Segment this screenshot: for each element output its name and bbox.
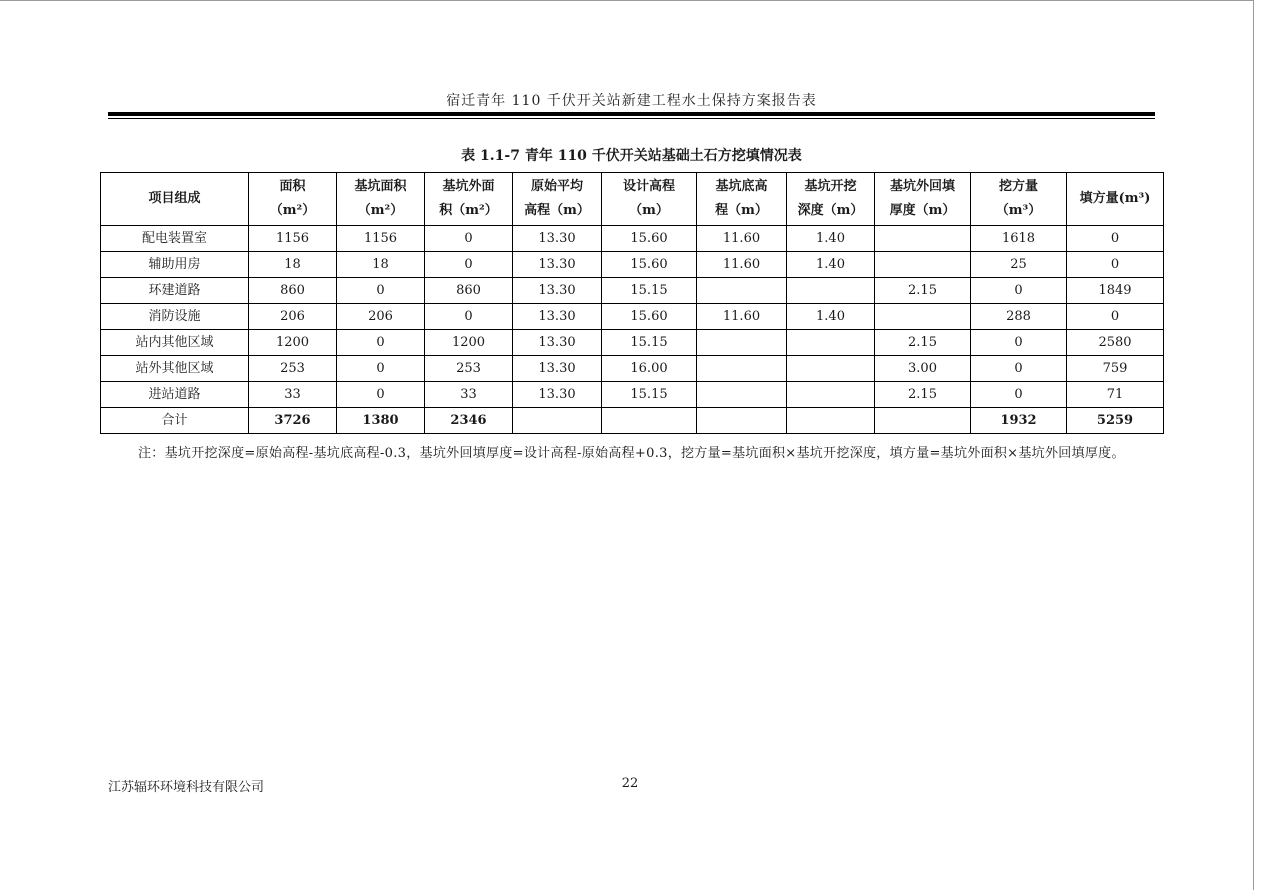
table-cell: 759	[1067, 356, 1164, 382]
table-cell: 0	[337, 382, 425, 408]
total-cell	[787, 408, 875, 434]
table-cell: 11.60	[697, 304, 787, 330]
total-cell	[697, 408, 787, 434]
column-header-line: 基坑底高	[715, 179, 768, 194]
table-cell: 1.40	[787, 304, 875, 330]
table-cell: 13.30	[513, 304, 602, 330]
column-header-line: 填方量(m³)	[1079, 191, 1151, 206]
table-cell: 860	[425, 278, 513, 304]
column-header-unit: 厚度（m）	[889, 203, 956, 218]
table-cell: 0	[337, 356, 425, 382]
column-header	[337, 173, 425, 226]
earthwork-table	[100, 172, 1164, 434]
table-cell	[875, 252, 971, 278]
table-cell: 2.15	[875, 278, 971, 304]
table-cell: 0	[971, 356, 1067, 382]
table-cell: 206	[249, 304, 337, 330]
table-cell: 18	[337, 252, 425, 278]
total-cell: 2346	[425, 408, 513, 434]
total-label-cell: 合计	[101, 408, 249, 434]
table-cell: 16.00	[602, 356, 697, 382]
table-cell: 253	[425, 356, 513, 382]
table-cell	[875, 304, 971, 330]
column-header	[513, 173, 602, 226]
column-header-unit: （m）	[629, 203, 669, 218]
table-cell	[787, 330, 875, 356]
table-cell: 25	[971, 252, 1067, 278]
row-label-cell: 进站道路	[101, 382, 249, 408]
table-cell: 0	[425, 304, 513, 330]
table-cell: 0	[425, 226, 513, 252]
table-row	[101, 252, 1164, 278]
total-cell: 3726	[249, 408, 337, 434]
row-label-cell: 站内其他区域	[101, 330, 249, 356]
table-cell	[875, 226, 971, 252]
column-header	[697, 173, 787, 226]
column-header	[602, 173, 697, 226]
table-cell	[697, 356, 787, 382]
table-cell: 15.15	[602, 382, 697, 408]
column-header	[425, 173, 513, 226]
table-row	[101, 278, 1164, 304]
column-header-unit: 程（m）	[715, 203, 768, 218]
table-cell: 71	[1067, 382, 1164, 408]
table-cell: 13.30	[513, 356, 602, 382]
table-cell	[787, 278, 875, 304]
table-cell: 13.30	[513, 252, 602, 278]
table-row	[101, 382, 1164, 408]
row-label-cell: 辅助用房	[101, 252, 249, 278]
table-row	[101, 304, 1164, 330]
table-cell: 1.40	[787, 252, 875, 278]
table-cell	[697, 278, 787, 304]
table-cell	[787, 356, 875, 382]
table-cell: 860	[249, 278, 337, 304]
table-total-row	[101, 408, 1164, 434]
table-cell: 0	[337, 278, 425, 304]
table-cell: 11.60	[697, 226, 787, 252]
table-note: 注：基坑开挖深度=原始高程-基坑底高程-0.3，基坑外回填厚度=设计高程-原始高程+0.3，挖方量=基坑面积×基坑开挖深度，填方量=基坑外面积×基坑外回填厚度。	[138, 446, 1125, 461]
page-number: 22	[621, 776, 639, 791]
table-cell: 0	[337, 330, 425, 356]
total-cell	[513, 408, 602, 434]
table-cell: 33	[249, 382, 337, 408]
table-cell: 1156	[249, 226, 337, 252]
column-header-line: 原始平均	[530, 179, 583, 194]
table-cell: 1200	[249, 330, 337, 356]
table-cell	[697, 330, 787, 356]
table-cell: 1618	[971, 226, 1067, 252]
column-header-line: 设计高程	[622, 179, 675, 194]
page-header-title: 宿迁青年 110 千伏开关站新建工程水土保持方案报告表	[446, 93, 817, 109]
table-cell: 33	[425, 382, 513, 408]
header-rule-thick	[108, 112, 1155, 116]
total-cell: 1932	[971, 408, 1067, 434]
table-cell: 15.60	[602, 226, 697, 252]
table-cell: 15.60	[602, 252, 697, 278]
total-cell: 1380	[337, 408, 425, 434]
table-body	[101, 226, 1164, 408]
table-cell: 0	[971, 382, 1067, 408]
table-cell: 15.15	[602, 330, 697, 356]
row-label-cell: 站外其他区域	[101, 356, 249, 382]
table-cell: 1200	[425, 330, 513, 356]
table-cell: 2.15	[875, 382, 971, 408]
table-row	[101, 330, 1164, 356]
column-header	[101, 173, 249, 226]
column-header-line: 基坑面积	[354, 179, 407, 194]
table-cell: 18	[249, 252, 337, 278]
column-header-unit: （m²）	[269, 203, 316, 218]
total-cell	[875, 408, 971, 434]
table-cell: 288	[971, 304, 1067, 330]
table-cell: 1.40	[787, 226, 875, 252]
column-header-line: 基坑外面	[442, 179, 495, 194]
row-label-cell: 环建道路	[101, 278, 249, 304]
table-cell: 0	[1067, 304, 1164, 330]
table-cell: 0	[971, 278, 1067, 304]
table-cell: 13.30	[513, 278, 602, 304]
table-cell: 11.60	[697, 252, 787, 278]
column-header-line: 项目组成	[148, 191, 201, 206]
total-cell	[602, 408, 697, 434]
header-rule-thin	[108, 118, 1155, 119]
table-cell: 13.30	[513, 226, 602, 252]
column-header-unit: （m²）	[357, 203, 404, 218]
table-cell	[697, 382, 787, 408]
column-header	[1067, 173, 1164, 226]
row-label-cell: 消防设施	[101, 304, 249, 330]
table-cell: 0	[425, 252, 513, 278]
table-cell: 2.15	[875, 330, 971, 356]
table-header-row	[101, 173, 1164, 226]
table-cell: 253	[249, 356, 337, 382]
table-cell: 15.60	[602, 304, 697, 330]
table-cell: 3.00	[875, 356, 971, 382]
total-cell: 5259	[1067, 408, 1164, 434]
table-caption: 表 1.1-7 青年 110 千伏开关站基础土石方挖填情况表	[461, 148, 802, 164]
table-row	[101, 356, 1164, 382]
row-label-cell: 配电装置室	[101, 226, 249, 252]
column-header-unit: （m³）	[995, 203, 1042, 218]
column-header-line: 面积	[279, 179, 306, 194]
table-cell: 15.15	[602, 278, 697, 304]
table-cell: 0	[1067, 252, 1164, 278]
column-header	[971, 173, 1067, 226]
column-header-line: 基坑外回填	[889, 179, 955, 194]
table-row	[101, 226, 1164, 252]
table-cell: 0	[1067, 226, 1164, 252]
table-cell: 13.30	[513, 382, 602, 408]
table-cell: 13.30	[513, 330, 602, 356]
table-cell: 1849	[1067, 278, 1164, 304]
column-header	[787, 173, 875, 226]
table-cell: 2580	[1067, 330, 1164, 356]
column-header	[875, 173, 971, 226]
column-header	[249, 173, 337, 226]
footer-company: 江苏辐环环境科技有限公司	[108, 780, 265, 795]
column-header-unit: 深度（m）	[797, 203, 864, 218]
table-cell	[787, 382, 875, 408]
table-cell: 0	[971, 330, 1067, 356]
column-header-line: 基坑开挖	[804, 179, 857, 194]
column-header-line: 挖方量	[998, 179, 1038, 194]
table-cell: 206	[337, 304, 425, 330]
column-header-unit: 积（m²）	[439, 203, 498, 218]
column-header-unit: 高程（m）	[524, 203, 590, 218]
table-cell: 1156	[337, 226, 425, 252]
